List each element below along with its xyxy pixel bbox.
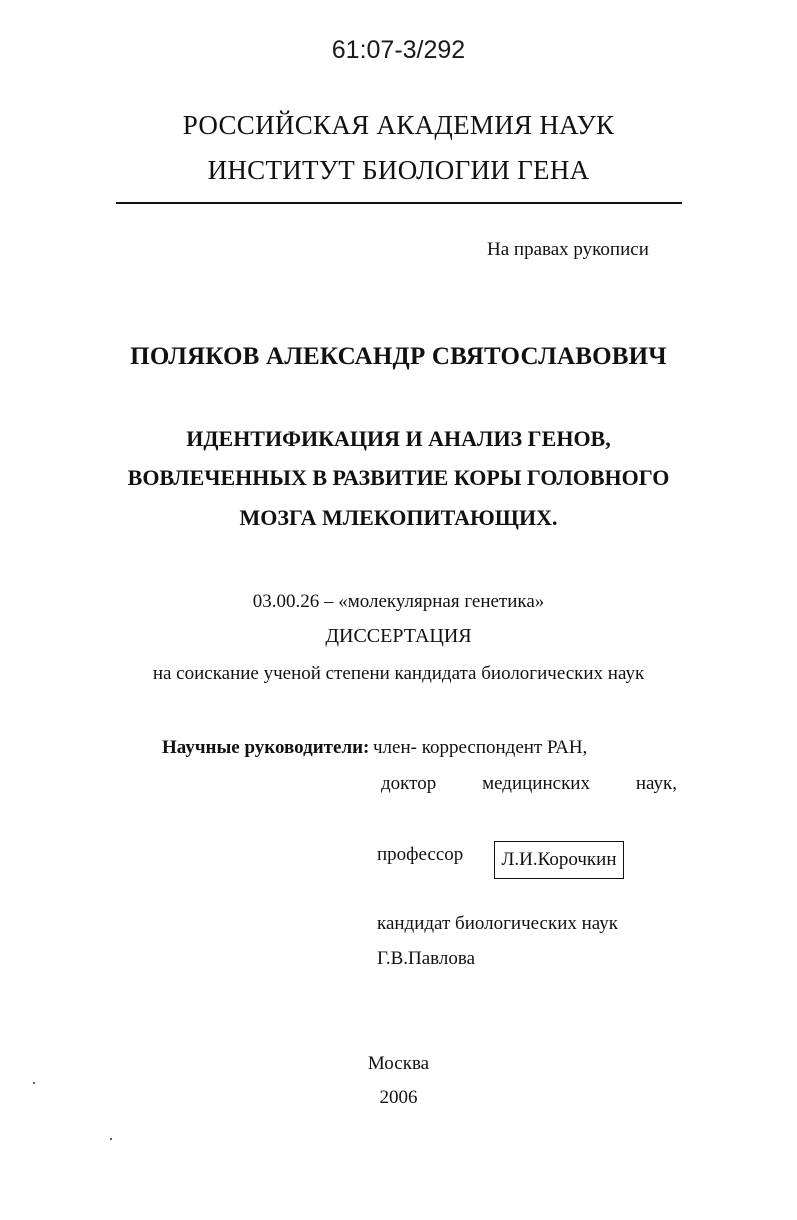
supervisor-title: профессор (377, 844, 464, 865)
rights-note: На правах рукописи (487, 239, 649, 260)
second-supervisor-degree: кандидат биологических наук (377, 913, 618, 934)
supervisor-degree-word: доктор (381, 773, 437, 794)
year: 2006 (379, 1087, 418, 1108)
catalog-code: 61:07-3/292 (331, 36, 466, 64)
supervisor-name: Л.И.Корочкин (501, 849, 617, 870)
supervisor-degree-word: медицинских (482, 773, 590, 794)
supervisor-degree (381, 773, 677, 795)
title-line: МОЗГА МЛЕКОПИТАЮЩИХ. (239, 505, 558, 530)
author-name: ПОЛЯКОВ АЛЕКСАНДР СВЯТОСЛАВОВИЧ (130, 343, 667, 370)
title-line: ИДЕНТИФИКАЦИЯ И АНАЛИЗ ГЕНОВ, (186, 426, 611, 451)
city: Москва (367, 1053, 430, 1074)
supervisor-degree-word: наук, (635, 773, 677, 794)
specialty-code: 03.00.26 – «молекулярная генетика» (252, 591, 545, 612)
title-line: ВОВЛЕЧЕННЫХ В РАЗВИТИЕ КОРЫ ГОЛОВНОГО (127, 465, 670, 490)
supervisor-name-box (494, 841, 624, 879)
scan-speck (110, 1138, 112, 1140)
degree-statement: на соискание ученой степени кандидата биологических наук (152, 663, 645, 684)
second-supervisor-name: Г.В.Павлова (377, 948, 476, 969)
document-type: ДИССЕРТАЦИЯ (325, 625, 472, 647)
academy-name: РОССИЙСКАЯ АКАДЕМИЯ НАУК (182, 110, 615, 140)
institute-name: ИНСТИТУТ БИОЛОГИИ ГЕНА (207, 155, 590, 185)
scan-speck (33, 1082, 35, 1084)
header-divider (116, 202, 682, 204)
supervisors-label: Научные руководители: (162, 737, 370, 758)
supervisor-rank: член- корреспондент РАН, (373, 737, 588, 758)
